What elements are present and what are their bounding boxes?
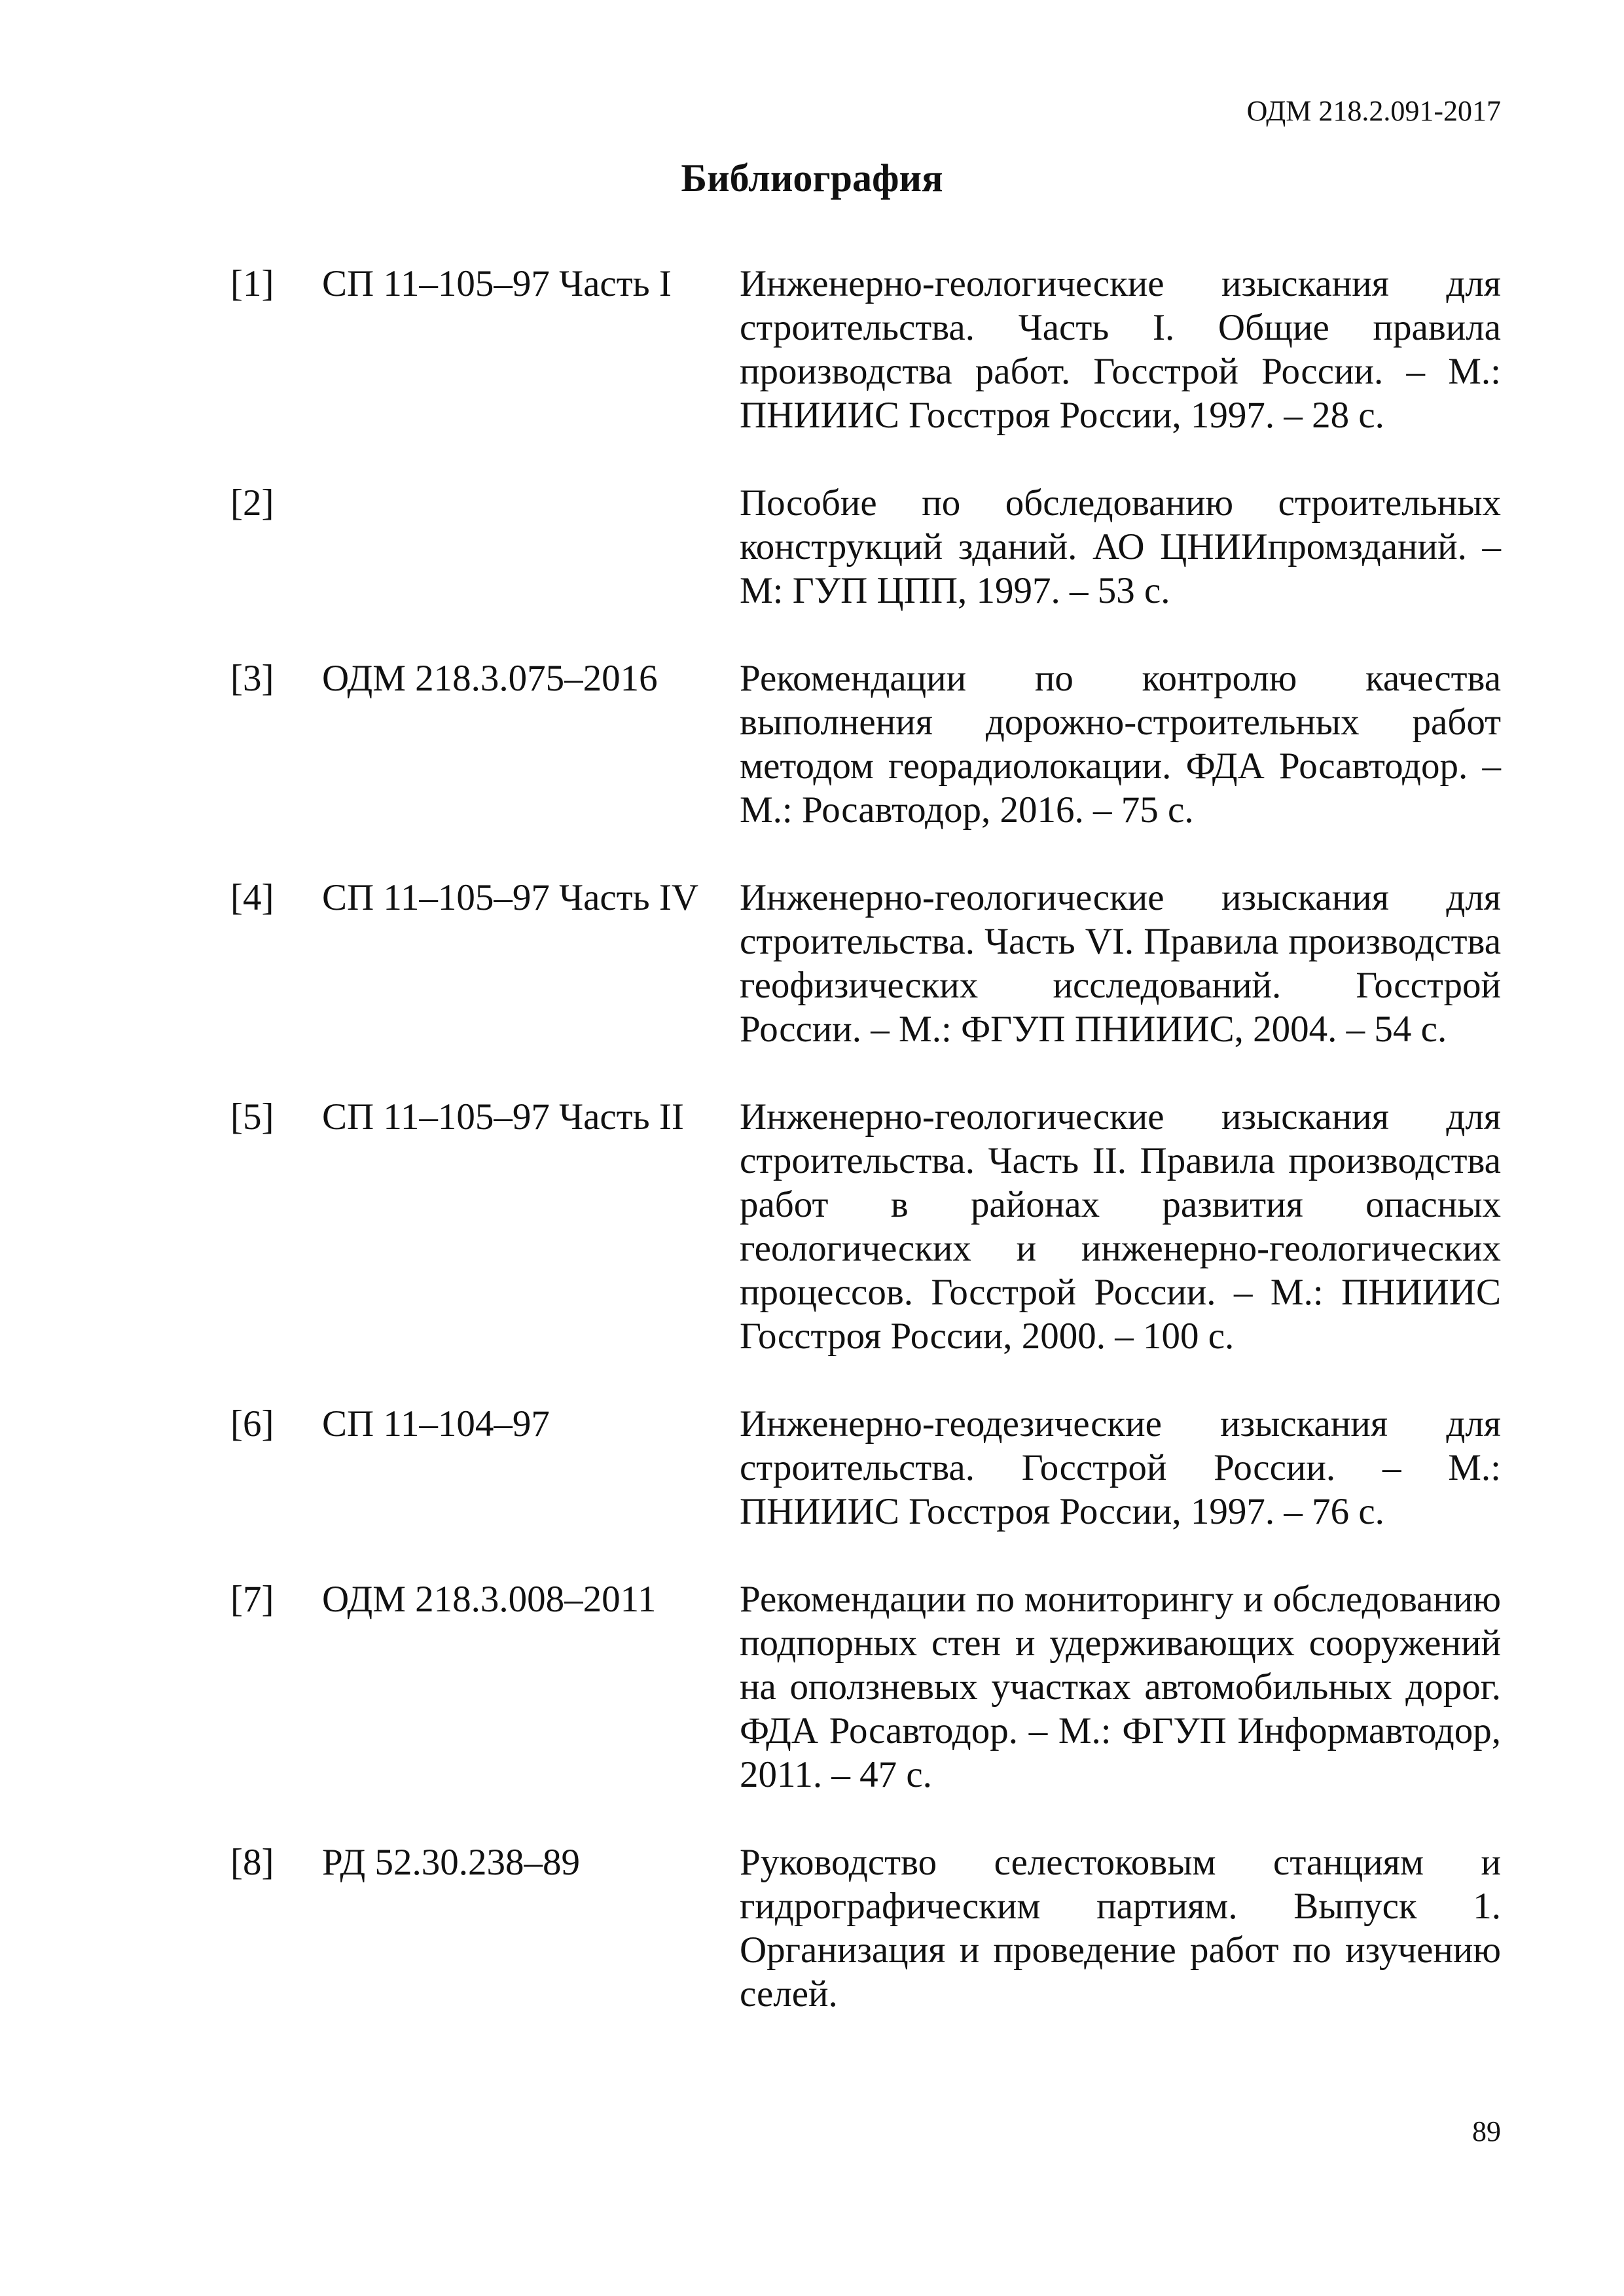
- entry-number: [6]: [230, 1403, 274, 1444]
- page-number: 89: [1472, 2115, 1501, 2147]
- page-title: Библиография: [681, 156, 943, 200]
- entry-text: Рекомендации по контролю качества выполнения дорожно-строительных работ методом георадиолокации. ФДА Росавтодор. – М.: Росавтодор, 2016. – 75 с.: [740, 658, 1501, 831]
- entry-code: СП 11–105–97 Часть IV: [322, 877, 699, 918]
- bibliography-entry: [230, 1840, 1501, 2016]
- bibliography-entry: [230, 1095, 1501, 1358]
- bibliography-entry: [230, 481, 1501, 613]
- entry-number: [3]: [230, 658, 274, 699]
- entry-code: СП 11–105–97 Часть I: [322, 263, 672, 304]
- entry-number: [1]: [230, 263, 274, 304]
- entry-code: ОДМ 218.3.008–2011: [322, 1579, 657, 1620]
- entry-code: СП 11–105–97 Часть II: [322, 1096, 684, 1138]
- bibliography-entry: [230, 876, 1501, 1051]
- entry-text: Пособие по обследованию строительных конструкций зданий. АО ЦНИИпромзданий. – М: ГУП ЦПП, 1997. – 53 с.: [740, 482, 1501, 611]
- entry-number: [2]: [230, 482, 274, 524]
- bibliography-entry: [230, 656, 1501, 832]
- entry-text: Рекомендации по мониторингу и обследованию подпорных стен и удерживающих сооружений на оползневых участках автомобильных дорог. ФДА Росавтодор. – М.: ФГУП Информавтодор, 2011. – 47 с.: [740, 1579, 1501, 1795]
- entry-code: СП 11–104–97: [322, 1403, 550, 1444]
- entry-text: Инженерно-геологические изыскания для строительства. Часть VI. Правила производства геофизических исследований. Госстрой России. – М.: ФГУП ПНИИИС, 2004. – 54 с.: [740, 877, 1501, 1050]
- entry-text: Инженерно-геодезические изыскания для строительства. Госстрой России. – М.: ПНИИИС Госстроя России, 1997. – 76 с.: [740, 1403, 1501, 1532]
- bibliography-list: [230, 262, 1501, 2060]
- bibliography-entry: [230, 1402, 1501, 1534]
- entry-code: РД 52.30.238–89: [322, 1842, 581, 1883]
- entry-text: Инженерно-геологические изыскания для строительства. Часть II. Правила производства работ в районах развития опасных геологических и инженерно-геологических процессов. Госстрой России. – М.: ПНИИИС Госстроя России, 2000. – 100 с.: [740, 1096, 1501, 1357]
- document-code: ОДМ 218.2.091-2017: [1246, 95, 1501, 127]
- entry-code: ОДМ 218.3.075–2016: [322, 658, 658, 699]
- entry-number: [5]: [230, 1096, 274, 1138]
- entry-text: Инженерно-геологические изыскания для строительства. Часть I. Общие правила производства работ. Госстрой России. – М.: ПНИИИС Госстроя России, 1997. – 28 с.: [740, 263, 1501, 436]
- entry-number: [7]: [230, 1579, 274, 1620]
- entry-number: [4]: [230, 877, 274, 918]
- entry-text: Руководство селестоковым станциям и гидрографическим партиям. Выпуск 1. Организация и проведение работ по изучению селей.: [740, 1842, 1501, 2015]
- bibliography-entry: [230, 1577, 1501, 1797]
- bibliography-entry: [230, 262, 1501, 437]
- entry-number: [8]: [230, 1842, 274, 1883]
